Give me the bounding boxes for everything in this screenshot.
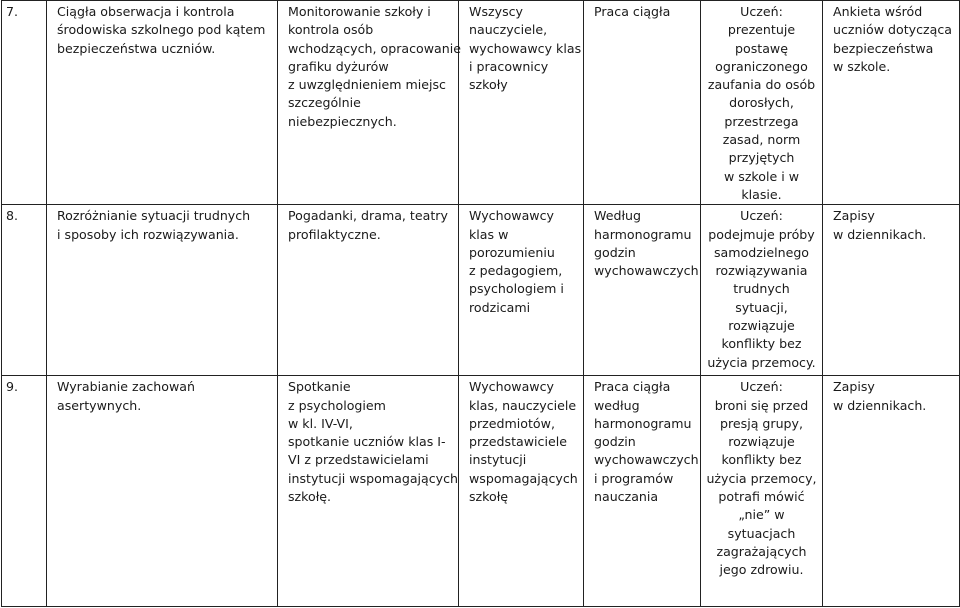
cell-effects: Uczeń: podejmuje próby samodzielnego rozwiązywania trudnych sytuacji, rozwiązuje konflikty bez użycia przemocy. xyxy=(701,205,823,376)
cell-evaluation: Ankieta wśród uczniów dotycząca bezpieczeństwa w szkole. xyxy=(823,1,960,205)
cell-forms: Monitorowanie szkoły i kontrola osób wchodzących, opracowanie grafiku dyżurów z uwzględnieniem miejsc szczególnie niebezpiecznych. xyxy=(278,1,459,205)
cell-responsible: Wszyscy nauczyciele, wychowawcy klas i pracownicy szkoły xyxy=(459,1,584,205)
cell-effects: Uczeń: broni się przed presją grupy, rozwiązuje konflikty bez użycia przemocy, potrafi mówić „nie” w sytuacjach zagrażających jego zdrowiu. xyxy=(701,376,823,607)
cell-responsible: Wychowawcy klas w porozumieniu z pedagogiem, psychologiem i rodzicami xyxy=(459,205,584,376)
cell-evaluation: Zapisy w dziennikach. xyxy=(823,376,960,607)
plan-table xyxy=(1,0,960,607)
cell-number: 8. xyxy=(2,205,47,376)
cell-deadline: Według harmonogramu godzin wychowawczych xyxy=(584,205,701,376)
table-row xyxy=(2,1,960,205)
cell-number: 9. xyxy=(2,376,47,607)
cell-number: 7. xyxy=(2,1,47,205)
cell-task: Wyrabianie zachowań asertywnych. xyxy=(47,376,278,607)
table-row xyxy=(2,205,960,376)
cell-task: Ciągła obserwacja i kontrola środowiska szkolnego pod kątem bezpieczeństwa uczniów. xyxy=(47,1,278,205)
cell-evaluation: Zapisy w dziennikach. xyxy=(823,205,960,376)
cell-forms: Pogadanki, drama, teatry profilaktyczne. xyxy=(278,205,459,376)
cell-task: Rozróżnianie sytuacji trudnych i sposoby ich rozwiązywania. xyxy=(47,205,278,376)
cell-deadline: Praca ciągła według harmonogramu godzin wychowawczych i programów nauczania xyxy=(584,376,701,607)
cell-effects: Uczeń: prezentuje postawę ograniczonego zaufania do osób dorosłych, przestrzega zasad, norm przyjętych w szkole i w klasie. xyxy=(701,1,823,205)
cell-responsible: Wychowawcy klas, nauczyciele przedmiotów, przedstawiciele instytucji wspomagających szkołę xyxy=(459,376,584,607)
cell-deadline: Praca ciągła xyxy=(584,1,701,205)
cell-forms: Spotkanie z psychologiem w kl. IV-VI, spotkanie uczniów klas I- VI z przedstawicielami instytucji wspomagających szkołę. xyxy=(278,376,459,607)
table-row xyxy=(2,376,960,607)
